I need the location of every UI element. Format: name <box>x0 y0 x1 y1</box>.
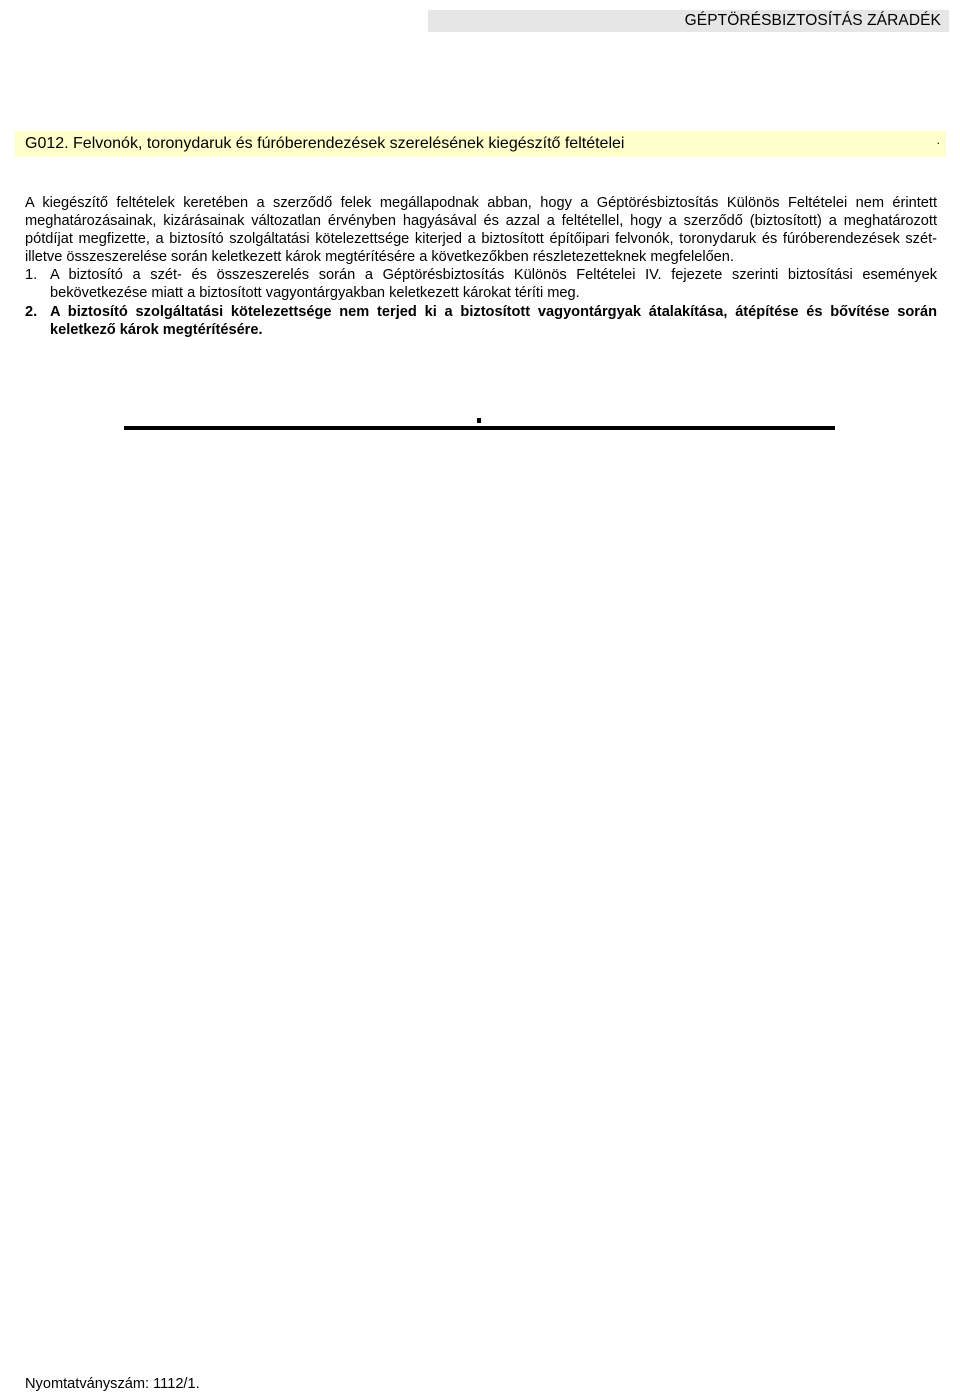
clause-body <box>25 194 937 339</box>
clause-item-text: A biztosító a szét- és összeszerelés során a Géptörésbiztosítás Különös Feltételei IV. fejezete szerinti biztosítási események bekövetkezése miatt a biztosított vagyontárgyakban keletkezett károkat téríti meg. <box>50 267 937 302</box>
clause-item-number: 1. <box>25 267 38 284</box>
intro-paragraph: A kiegészítő feltételek keretében a szerződő felek megállapodnak abban, hogy a Géptörésbiztosítás Különös Feltételei nem érintett meghatározásainak, kizárásainak változatlan érvényben hagyásával és azzal a feltétellel, hogy a szerződő (biztosított) a meghatározott pótdíjat megfizette, a biztosító szolgáltatási kötelezettsége kiterjed a biztosított építőipari felvonók, toronydaruk és fúróberendezések szét- illetve összeszerelése során keletkezett károk megtérítésére a következőkben részletezetteknek megfelelően. <box>25 195 937 266</box>
section-trailing-mark: . <box>936 133 940 147</box>
section-heading-bar <box>15 131 946 157</box>
clause-item-number: 2. <box>25 303 38 320</box>
separator-dot <box>477 418 481 423</box>
clause-item-1 <box>25 266 937 302</box>
document-title: GÉPTÖRÉSBIZTOSÍTÁS ZÁRADÉK <box>684 12 941 29</box>
section-title: G012. Felvonók, toronydaruk és fúróberendezések szerelésének kiegészítő feltételei <box>25 135 625 152</box>
clause-item-text: A biztosító szolgáltatási kötelezettsége nem terjed ki a biztosított vagyontárgyak átalakítása, átépítése és bővítése során keletkező károk megtérítésére. <box>50 303 937 338</box>
clause-item-2 <box>25 303 937 339</box>
form-number: Nyomtatványszám: 1112/1. <box>25 1376 200 1392</box>
section-end-rule <box>124 426 835 430</box>
document-header-bar <box>428 10 949 32</box>
